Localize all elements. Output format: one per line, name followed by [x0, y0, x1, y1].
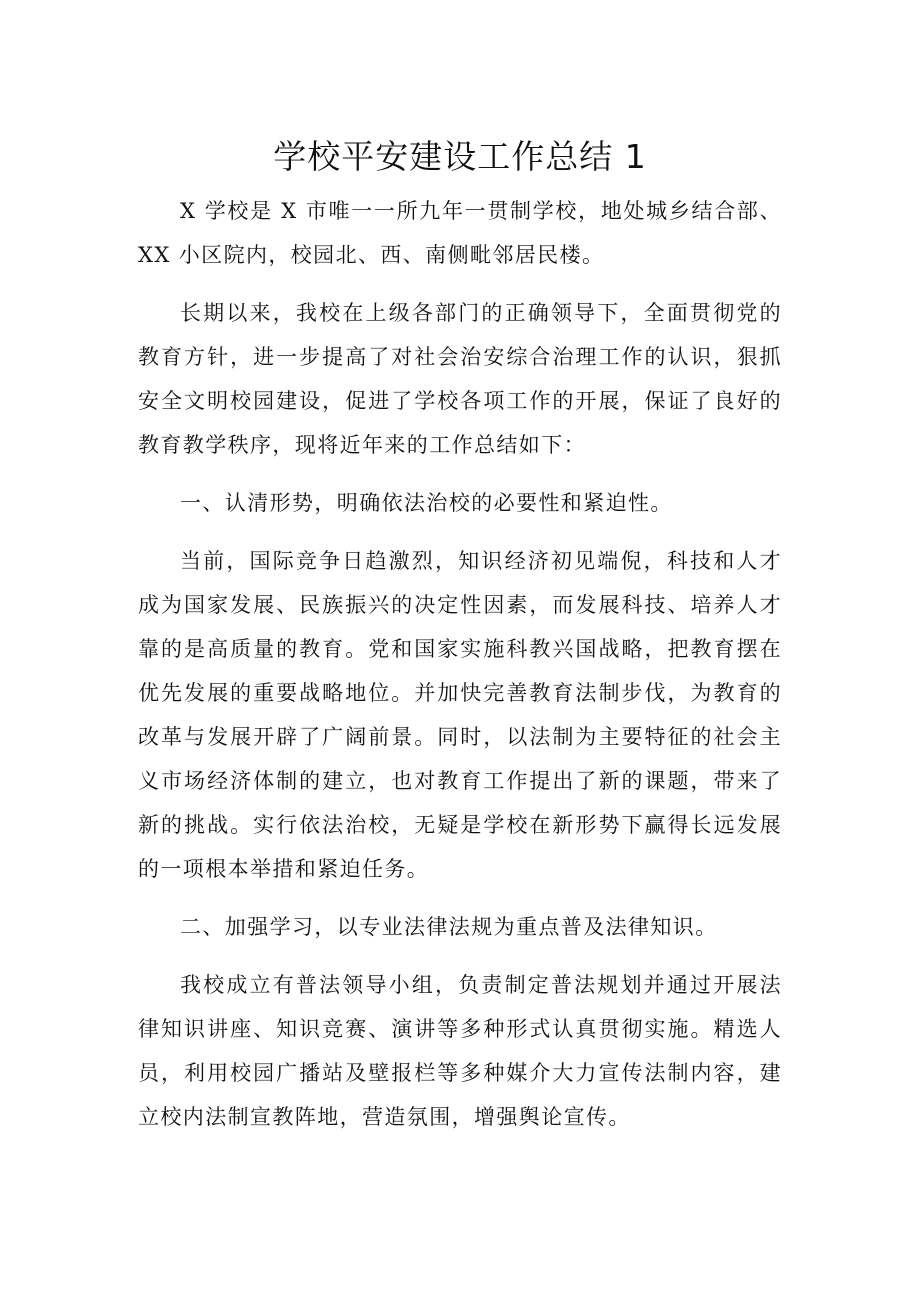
- section-heading-2: 二、加强学习，以专业法律法规为重点普及法律知识。: [180, 915, 718, 939]
- paragraph-section-2: 我校成立有普法领导小组，负责制定普法规划并通过开展法律知识讲座、知识竞赛、演讲等多种形式认真贯彻实施。精选人员，利用校园广播站及壁报栏等多种媒介大力宣传法制内容，建立校内法制宣教阵地，营造氛围，增强舆论宣传。: [138, 973, 782, 1129]
- document-body: [138, 189, 782, 1153]
- section-heading-1: 一、认清形势，明确依法治校的必要性和紧迫性。: [180, 491, 673, 515]
- document-title: 学校平安建设工作总结 1: [273, 137, 647, 176]
- paragraph-intro: X 学校是 X 市唯一一所九年一贯制学校，地处城乡结合部、XX 小区院内，校园北、西、南侧毗邻居民楼。: [138, 199, 782, 267]
- paragraph-overview: 长期以来，我校在上级各部门的正确领导下，全面贯彻党的教育方针，进一步提高了对社会治安综合治理工作的认识，狠抓安全文明校园建设，促进了学校各项工作的开展，保证了良好的教育教学秩序，现将近年来的工作总结如下：: [138, 301, 782, 457]
- paragraph-section-1: 当前，国际竞争日趋激烈，知识经济初见端倪，科技和人才成为国家发展、民族振兴的决定性因素，而发展科技、培养人才靠的是高质量的教育。党和国家实施科教兴国战略，把教育摆在优先发展的重要战略地位。并加快完善教育法制步伐，为教育的改革与发展开辟了广阔前景。同时，以法制为主要特征的社会主义市场经济体制的建立，也对教育工作提出了新的课题，带来了新的挑战。实行依法治校，无疑是学校在新形势下赢得长远发展的一项根本举措和紧迫任务。: [138, 549, 782, 881]
